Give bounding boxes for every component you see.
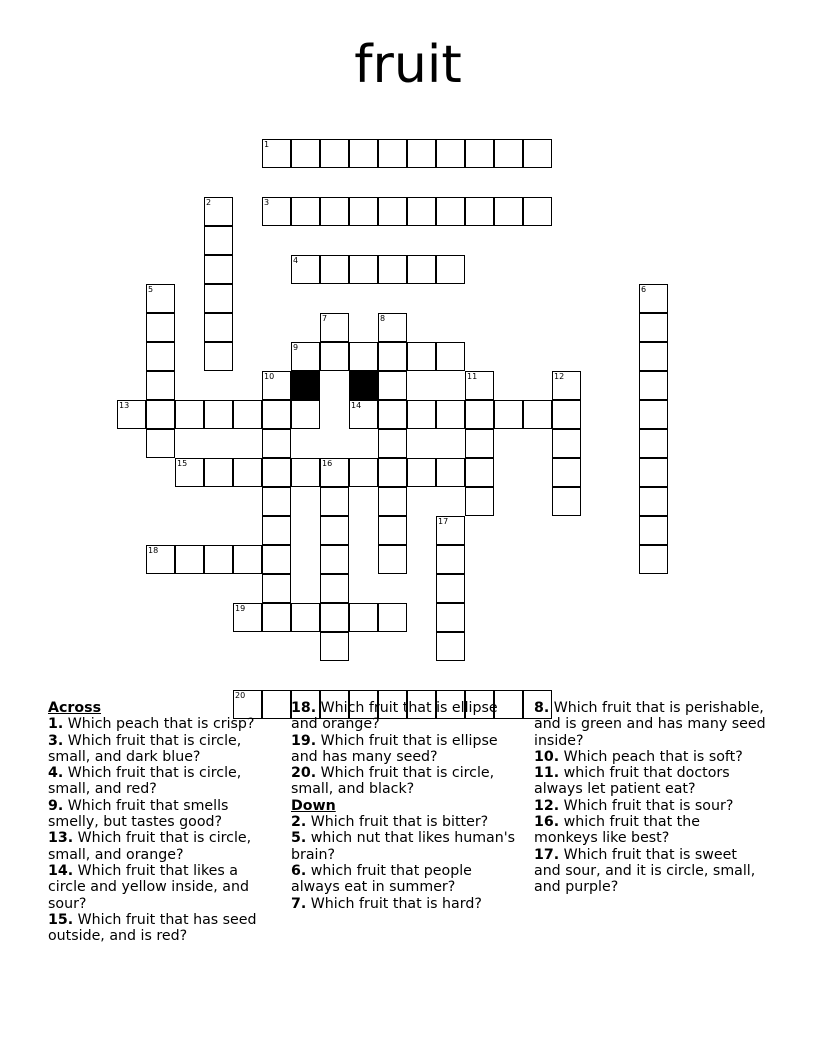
grid-cell[interactable] xyxy=(262,487,291,516)
grid-cell[interactable] xyxy=(552,458,581,487)
clue-text: Which peach that is crisp? xyxy=(67,716,255,733)
clue-number: 14. xyxy=(48,862,74,879)
grid-cell[interactable] xyxy=(291,458,320,487)
grid-cell[interactable] xyxy=(175,400,204,429)
grid-cell[interactable] xyxy=(436,458,465,487)
grid-cell[interactable] xyxy=(407,458,436,487)
grid-cell[interactable] xyxy=(552,400,581,429)
grid-cell[interactable] xyxy=(146,342,175,371)
cell-number: 17 xyxy=(438,517,449,526)
clue-number: 5. xyxy=(291,830,307,847)
grid-cell[interactable] xyxy=(320,197,349,226)
grid-cell[interactable] xyxy=(146,313,175,342)
grid-cell[interactable] xyxy=(639,400,668,429)
grid-cell[interactable] xyxy=(465,487,494,516)
clue-number: 8. xyxy=(534,700,550,716)
grid-cell[interactable] xyxy=(639,342,668,371)
grid-cell[interactable] xyxy=(639,284,668,313)
grid-cell[interactable] xyxy=(378,487,407,516)
grid-cell[interactable] xyxy=(494,400,523,429)
grid-cell[interactable] xyxy=(146,545,175,574)
clue-text: Which fruit that is circle, small, and dark blue? xyxy=(48,732,242,765)
grid-block-cell xyxy=(291,371,320,400)
clue-number: 3. xyxy=(48,732,64,749)
grid-cell[interactable] xyxy=(320,545,349,574)
across-clue xyxy=(48,798,280,831)
grid-cell[interactable] xyxy=(639,487,668,516)
clue-text: Which fruit that is sweet and sour, and it is circle, small, and purple? xyxy=(534,846,756,896)
clue-number: 18. xyxy=(291,700,317,716)
down-clue xyxy=(291,863,523,896)
grid-cell[interactable] xyxy=(349,603,378,632)
clue-number: 16. xyxy=(534,814,560,831)
cell-number: 19 xyxy=(235,604,246,613)
cell-number: 20 xyxy=(235,691,246,700)
grid-cell[interactable] xyxy=(378,516,407,545)
grid-cell[interactable] xyxy=(639,458,668,487)
clue-text: Which fruit that is sour? xyxy=(563,797,734,814)
grid-cell[interactable] xyxy=(407,197,436,226)
grid-cell[interactable] xyxy=(320,342,349,371)
grid-cell[interactable] xyxy=(523,139,552,168)
grid-cell[interactable] xyxy=(407,342,436,371)
grid-cell[interactable] xyxy=(320,458,349,487)
grid-cell[interactable] xyxy=(523,197,552,226)
grid-cell[interactable] xyxy=(262,545,291,574)
grid-cell[interactable] xyxy=(378,458,407,487)
grid-cell[interactable] xyxy=(436,400,465,429)
clue-number: 10. xyxy=(534,748,560,765)
grid-cell[interactable] xyxy=(320,516,349,545)
across-clue xyxy=(48,765,280,798)
down-clue xyxy=(534,700,766,749)
grid-cell[interactable] xyxy=(436,603,465,632)
cell-number: 7 xyxy=(322,314,328,323)
grid-cell[interactable] xyxy=(378,313,407,342)
grid-cell[interactable] xyxy=(262,429,291,458)
cell-number: 10 xyxy=(264,372,275,381)
grid-cell[interactable] xyxy=(378,429,407,458)
across-clue xyxy=(291,733,523,766)
clue-text: Which fruit that is bitter? xyxy=(310,814,489,831)
grid-cell[interactable] xyxy=(262,516,291,545)
clue-text: Which fruit that is hard? xyxy=(310,895,482,912)
grid-cell[interactable] xyxy=(436,516,465,545)
grid-cell[interactable] xyxy=(523,400,552,429)
grid-cell[interactable] xyxy=(378,603,407,632)
grid-cell[interactable] xyxy=(436,197,465,226)
grid-cell[interactable] xyxy=(291,255,320,284)
grid-cell[interactable] xyxy=(262,603,291,632)
grid-cell[interactable] xyxy=(204,226,233,255)
grid-cell[interactable] xyxy=(378,255,407,284)
grid-cell[interactable] xyxy=(233,458,262,487)
clue-text: Which fruit that is circle, small, and red? xyxy=(48,765,242,798)
clue-text: Which fruit that likes a circle and yellow inside, and sour? xyxy=(48,862,249,912)
clues-column-1 xyxy=(48,700,280,944)
clue-text: Which fruit that is ellipse and orange? xyxy=(291,700,498,733)
down-heading: Down xyxy=(291,797,336,814)
grid-cell[interactable] xyxy=(262,574,291,603)
grid-cell[interactable] xyxy=(146,429,175,458)
grid-cell[interactable] xyxy=(204,313,233,342)
grid-cell[interactable] xyxy=(320,255,349,284)
clue-text: which fruit that the monkeys like best? xyxy=(534,814,700,847)
cell-number: 12 xyxy=(554,372,565,381)
grid-cell[interactable] xyxy=(349,342,378,371)
grid-cell[interactable] xyxy=(465,400,494,429)
down-clue xyxy=(534,765,766,798)
grid-cell[interactable] xyxy=(204,255,233,284)
clue-text: which fruit that people always eat in summer? xyxy=(291,862,472,896)
grid-cell[interactable] xyxy=(233,603,262,632)
grid-cell[interactable] xyxy=(291,197,320,226)
grid-cell[interactable] xyxy=(146,400,175,429)
grid-cell[interactable] xyxy=(117,400,146,429)
down-clue xyxy=(291,896,523,912)
clue-number: 13. xyxy=(48,830,74,847)
grid-cell[interactable] xyxy=(175,458,204,487)
clue-text: Which peach that is soft? xyxy=(563,748,743,765)
grid-cell[interactable] xyxy=(378,342,407,371)
grid-cell[interactable] xyxy=(436,342,465,371)
grid-cell[interactable] xyxy=(639,545,668,574)
cell-number: 2 xyxy=(206,198,212,207)
grid-cell[interactable] xyxy=(262,197,291,226)
grid-cell[interactable] xyxy=(262,139,291,168)
grid-cell[interactable] xyxy=(233,400,262,429)
down-clue xyxy=(534,798,766,814)
across-clue xyxy=(48,863,280,912)
grid-cell[interactable] xyxy=(262,371,291,400)
grid-cell[interactable] xyxy=(204,545,233,574)
clue-number: 2. xyxy=(291,814,307,831)
down-clue xyxy=(291,830,523,863)
clue-text: Which fruit that is ellipse and has many seed? xyxy=(291,732,498,765)
grid-cell[interactable] xyxy=(378,197,407,226)
grid-cell[interactable] xyxy=(262,400,291,429)
grid-cell[interactable] xyxy=(291,342,320,371)
grid-cell[interactable] xyxy=(552,429,581,458)
across-clue xyxy=(291,700,523,733)
grid-cell[interactable] xyxy=(204,458,233,487)
cell-number: 6 xyxy=(641,285,647,294)
grid-cell[interactable] xyxy=(378,139,407,168)
grid-cell[interactable] xyxy=(552,371,581,400)
clue-number: 9. xyxy=(48,797,64,814)
grid-cell[interactable] xyxy=(320,313,349,342)
grid-cell[interactable] xyxy=(639,516,668,545)
puzzle-title: fruit xyxy=(354,35,462,95)
down-clue xyxy=(534,814,766,847)
grid-cell[interactable] xyxy=(291,400,320,429)
grid-cell[interactable] xyxy=(349,400,378,429)
across-heading: Across xyxy=(48,700,102,716)
across-clue xyxy=(48,733,280,766)
down-clue xyxy=(534,847,766,896)
clue-text: which nut that likes human's brain? xyxy=(291,830,516,863)
grid-cell[interactable] xyxy=(349,458,378,487)
grid-block-cell xyxy=(349,371,378,400)
clue-text: Which fruit that is perishable, and is green and has many seed inside? xyxy=(534,700,766,749)
grid-cell[interactable] xyxy=(175,545,204,574)
clue-text: Which fruit that smells smelly, but tastes good? xyxy=(48,797,229,831)
clue-number: 6. xyxy=(291,862,307,879)
grid-cell[interactable] xyxy=(639,313,668,342)
cell-number: 1 xyxy=(264,140,270,149)
grid-cell[interactable] xyxy=(407,400,436,429)
grid-cell[interactable] xyxy=(349,197,378,226)
grid-cell[interactable] xyxy=(465,371,494,400)
grid-cell[interactable] xyxy=(320,574,349,603)
grid-cell[interactable] xyxy=(407,139,436,168)
down-clue xyxy=(291,814,523,830)
cell-number: 11 xyxy=(467,372,478,381)
clue-number: 12. xyxy=(534,797,560,814)
grid-cell[interactable] xyxy=(204,342,233,371)
clue-number: 1. xyxy=(48,716,64,733)
grid-cell[interactable] xyxy=(465,197,494,226)
grid-cell[interactable] xyxy=(494,197,523,226)
cell-number: 9 xyxy=(293,343,299,352)
grid-cell[interactable] xyxy=(552,487,581,516)
clue-number: 15. xyxy=(48,911,74,928)
grid-cell[interactable] xyxy=(436,545,465,574)
clue-number: 7. xyxy=(291,895,307,912)
grid-cell[interactable] xyxy=(349,139,378,168)
grid-cell[interactable] xyxy=(146,371,175,400)
clues-column-3 xyxy=(534,700,766,896)
down-clue xyxy=(534,749,766,765)
clue-text: Which fruit that has seed outside, and is red? xyxy=(48,911,257,945)
grid-cell[interactable] xyxy=(233,545,262,574)
grid-cell[interactable] xyxy=(639,371,668,400)
across-clue xyxy=(48,912,280,945)
grid-cell[interactable] xyxy=(378,400,407,429)
grid-cell[interactable] xyxy=(291,603,320,632)
grid-cell[interactable] xyxy=(378,545,407,574)
grid-cell[interactable] xyxy=(320,487,349,516)
grid-cell[interactable] xyxy=(262,458,291,487)
across-clue xyxy=(48,830,280,863)
cell-number: 13 xyxy=(119,401,130,410)
grid-cell[interactable] xyxy=(204,284,233,313)
grid-cell[interactable] xyxy=(349,255,378,284)
grid-cell[interactable] xyxy=(639,429,668,458)
clue-number: 17. xyxy=(534,846,560,863)
grid-cell[interactable] xyxy=(378,371,407,400)
grid-cell[interactable] xyxy=(146,284,175,313)
cell-number: 3 xyxy=(264,198,270,207)
grid-cell[interactable] xyxy=(320,603,349,632)
clue-number: 19. xyxy=(291,732,317,749)
grid-cell[interactable] xyxy=(291,139,320,168)
grid-cell[interactable] xyxy=(436,574,465,603)
grid-cell[interactable] xyxy=(320,632,349,661)
clue-text: Which fruit that is circle, small, and orange? xyxy=(48,830,252,863)
grid-cell[interactable] xyxy=(436,255,465,284)
clue-number: 11. xyxy=(534,765,560,782)
grid-cell[interactable] xyxy=(436,139,465,168)
cell-number: 14 xyxy=(351,401,362,410)
grid-cell[interactable] xyxy=(465,429,494,458)
grid-cell[interactable] xyxy=(436,632,465,661)
clue-text: Which fruit that is circle, small, and black? xyxy=(291,765,495,798)
cell-number: 15 xyxy=(177,459,188,468)
grid-cell[interactable] xyxy=(320,139,349,168)
clues-column-2 xyxy=(291,700,523,912)
cell-number: 18 xyxy=(148,546,159,555)
grid-cell[interactable] xyxy=(204,400,233,429)
cell-number: 16 xyxy=(322,459,333,468)
clue-text: which fruit that doctors always let patient eat? xyxy=(534,765,730,798)
across-clue xyxy=(291,765,523,798)
cell-number: 4 xyxy=(293,256,299,265)
grid-cell[interactable] xyxy=(407,255,436,284)
cell-number: 5 xyxy=(148,285,154,294)
cell-number: 8 xyxy=(380,314,386,323)
clue-number: 20. xyxy=(291,765,317,782)
grid-cell[interactable] xyxy=(204,197,233,226)
grid-cell[interactable] xyxy=(465,458,494,487)
grid-cell[interactable] xyxy=(494,139,523,168)
grid-cell[interactable] xyxy=(465,139,494,168)
clue-number: 4. xyxy=(48,765,64,782)
across-clue xyxy=(48,716,280,732)
